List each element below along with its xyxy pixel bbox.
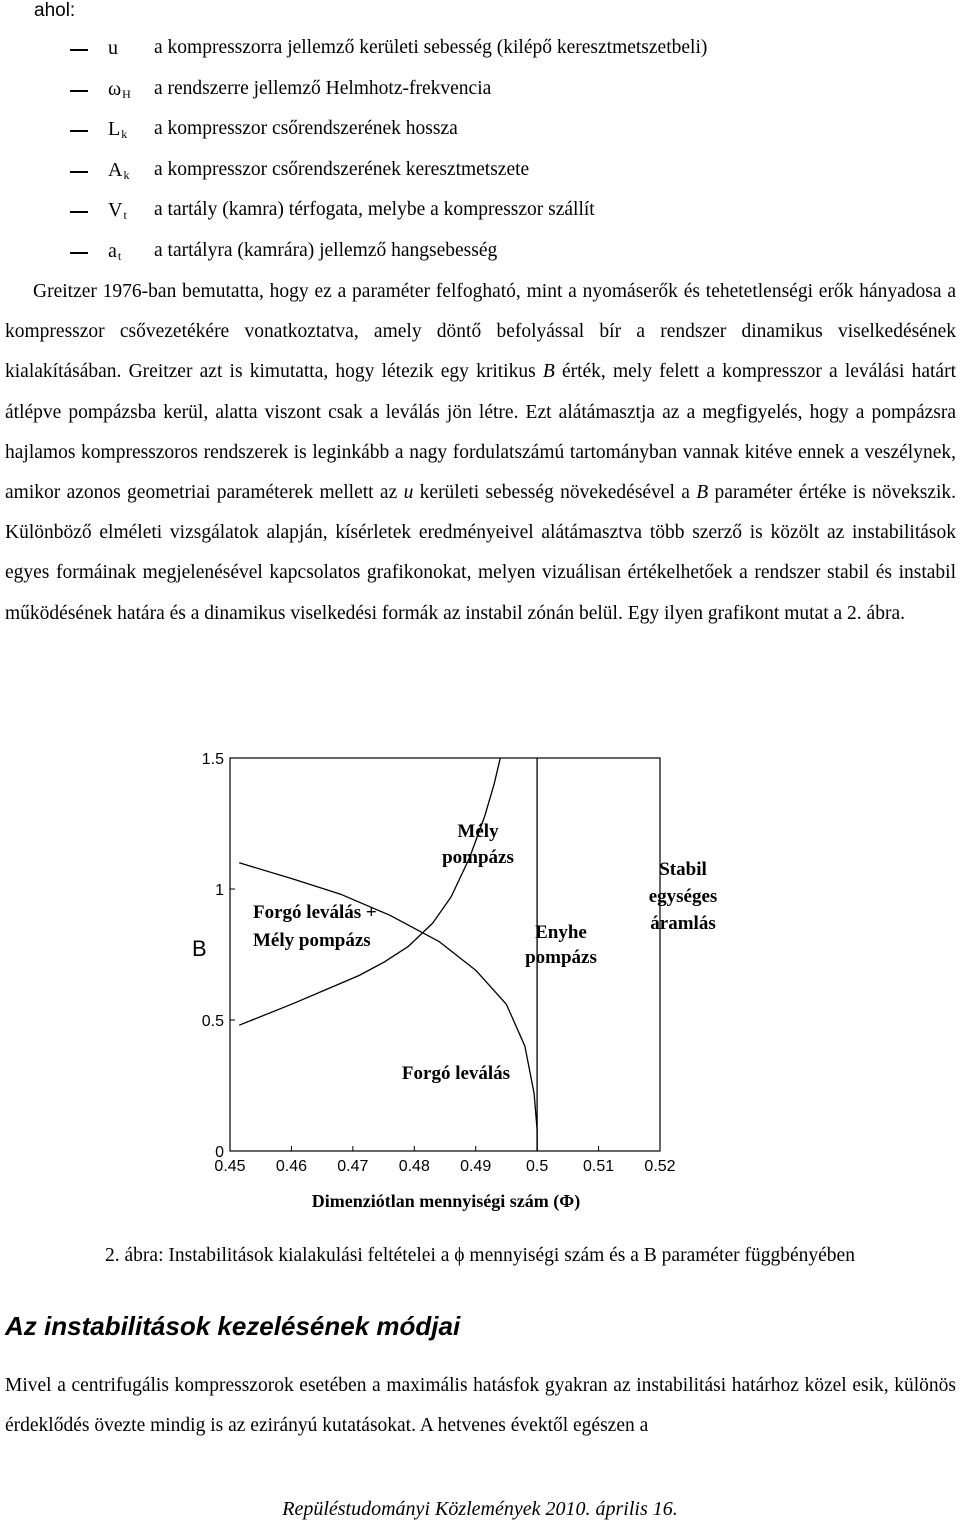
- region-label-stable-flow: Stabil: [659, 859, 707, 880]
- definition-text: a kompresszorra jellemző kerületi sebesség (kilépő keresztmetszetbeli): [154, 37, 708, 58]
- page-footer: Repüléstudományi Közlemények 2010. április 16.: [282, 1498, 678, 1520]
- x-tick-label: 0.52: [644, 1158, 676, 1175]
- x-tick-label: 0.51: [583, 1158, 615, 1175]
- definition-symbol: $A_k$: [108, 158, 130, 182]
- figure-caption: 2. ábra: Instabilitások kialakulási feltételei a ϕ mennyiségi szám és a B paraméter függbényében: [105, 1245, 855, 1266]
- region-label-rotating-stall-deep-surge: Forgó leválás +: [253, 902, 377, 923]
- boundary-curve-1: [239, 758, 500, 1025]
- definition-symbol: $\omega_H$: [108, 77, 131, 101]
- region-labels: [253, 821, 717, 1084]
- definition-symbol: u: [108, 37, 118, 59]
- dash-bullet: [70, 49, 88, 51]
- definition-row: [0, 196, 960, 237]
- region-label-rotating-stall: Forgó leválás: [401, 1063, 511, 1084]
- definition-text: a kompresszor csőrendszerének hossza: [154, 118, 458, 139]
- section-title: Az instabilitások kezelésének módjai: [5, 1311, 461, 1341]
- y-tick-label: 0: [215, 1144, 224, 1161]
- intro-label: ahol:: [34, 0, 76, 21]
- definition-text: a tartály (kamra) térfogata, melybe a kompresszor szállít: [154, 199, 595, 220]
- region-label-deep-surge: Mély: [457, 821, 499, 842]
- x-tick-label: 0.47: [337, 1158, 369, 1175]
- body-paragraph-2: Mivel a centrifugális kompresszorok esetében a maximális hatásfok gyakran az instabilitási határhoz közel esik, különös érdeklődés övezte mindig is az ezirányú kutatásokat. A hetvenes évektől egészen a: [5, 1375, 956, 1436]
- y-tick-label: 0.5: [201, 1013, 224, 1030]
- definition-row: [0, 75, 960, 116]
- region-label-mild-surge: Enyhe: [535, 922, 587, 943]
- x-axis-label: Dimenziótlan mennyiségi szám (Φ): [311, 1191, 581, 1211]
- y-tick-label: 1.5: [201, 751, 224, 768]
- region-label-stable-flow: áramlás: [650, 913, 716, 934]
- region-label-deep-surge: pompázs: [442, 847, 514, 868]
- x-tick-label: 0.45: [214, 1158, 246, 1175]
- dash-bullet: [70, 252, 88, 254]
- body-paragraph: Greitzer 1976-ban bemutatta, hogy ez a paraméter felfogható, mint a nyomáserők és tehetetlenségi erők hányadosa a kompresszor csővezetékére vonatkoztatva, amely döntő befolyással bír a rendszer dinamikus viselkedésének kialakításában. Greitzer azt is kimutatta, hogy létezik egy kritikus B érték, mely felett a kompresszor a leválási határt átlépve pompázsba kerül, alatta viszont csak a leválás jön létre. Ezt alátámasztja az a megfigyelés, hogy a pompázsra hajlamos kompresszoros rendszerek is leginkább a nagy fordulatszámú tartományban vannak kitéve ennek a veszélynek, amikor azonos geometriai paraméterek mellett az u kerületi sebesség növekedésével a B paraméter értéke is növekszik. Különböző elméleti vizsgálatok alapján, kísérletek eredményeivel alátámasztva több szerző is közölt az instabilitások egyes formáinak megjelenésével kapcsolatos grafikonokat, melyen vizuálisan értékelhetőek a rendszer stabil és instabil működésének határa és a dinamikus viselkedési formák az instabil zónán belül. Egy ilyen grafikont mutat a 2. ábra.: [5, 281, 957, 624]
- dash-bullet: [70, 90, 88, 92]
- x-axis-ticks: [214, 1146, 675, 1175]
- dash-bullet: [70, 171, 88, 173]
- definition-row: [0, 237, 960, 278]
- definition-text: a kompresszor csőrendszerének keresztmetszete: [154, 158, 530, 180]
- stability-chart: [186, 745, 718, 1225]
- definition-row: [0, 115, 960, 156]
- definition-symbol: $L_k$: [108, 118, 128, 141]
- definition-row: [0, 34, 960, 75]
- definition-row: [0, 156, 960, 197]
- x-tick-label: 0.5: [526, 1158, 549, 1175]
- definition-list: [0, 34, 960, 277]
- region-label-stable-flow: egységes: [648, 886, 718, 907]
- x-tick-label: 0.48: [398, 1158, 430, 1175]
- definition-text: a tartályra (kamrára) jellemző hangsebesség: [154, 239, 498, 261]
- dash-bullet: [70, 211, 88, 213]
- y-axis-label: B: [192, 936, 207, 961]
- x-tick-label: 0.49: [460, 1158, 492, 1175]
- definition-symbol: $V_t$: [108, 199, 127, 222]
- definition-text: a rendszerre jellemző Helmhotz-frekvencia: [154, 77, 492, 99]
- chart-svg: [186, 745, 718, 1225]
- series-lines: [239, 758, 537, 1151]
- y-tick-label: 1: [215, 882, 224, 899]
- definition-symbol: $a_t$: [108, 239, 122, 263]
- region-label-rotating-stall-deep-surge: Mély pompázs: [253, 930, 371, 951]
- x-tick-label: 0.46: [275, 1158, 307, 1175]
- region-label-mild-surge: pompázs: [525, 947, 597, 968]
- dash-bullet: [70, 130, 88, 132]
